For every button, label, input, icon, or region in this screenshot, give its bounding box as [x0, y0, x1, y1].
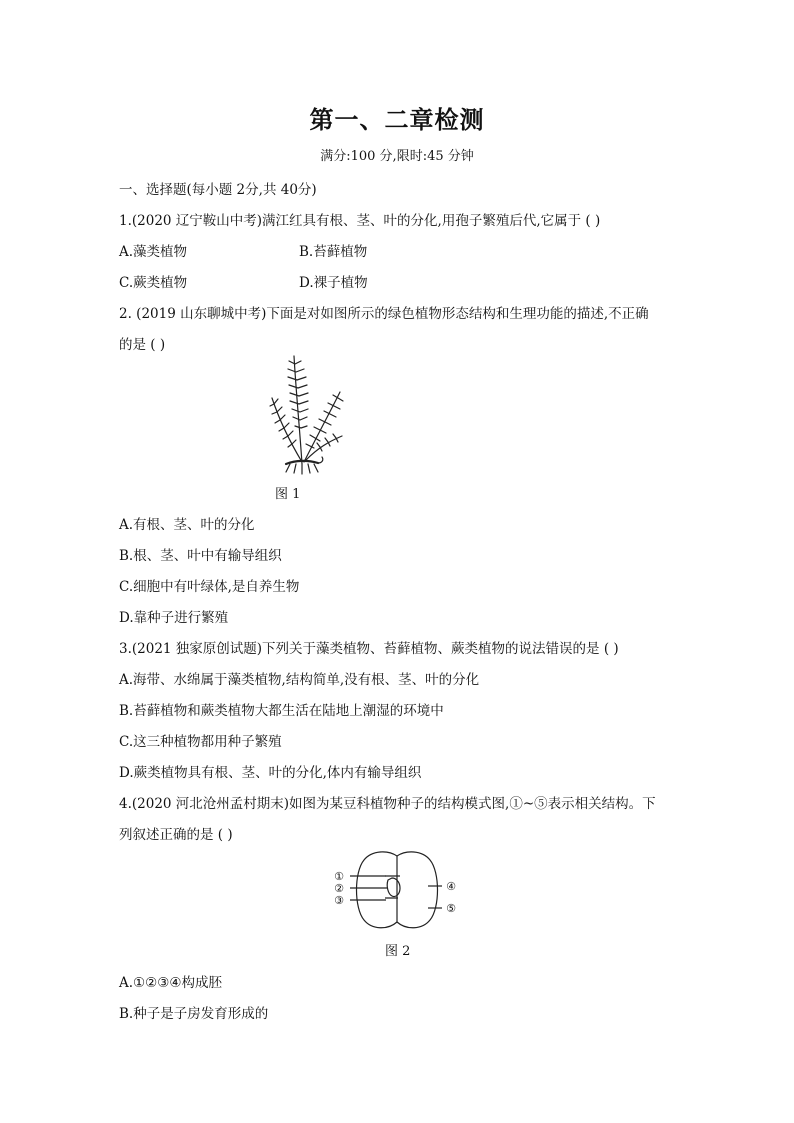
question-1-option-a: A.藻类植物	[119, 244, 188, 260]
question-4-stem-line2: 列叙述正确的是 ( )	[119, 827, 233, 843]
question-2-option-b: B.根、茎、叶中有输导组织	[119, 548, 282, 564]
question-3-stem: 3.(2021 独家原创试题)下列关于藻类植物、苔藓植物、蕨类植物的说法错误的是 ( )	[119, 641, 619, 657]
question-3-option-a: A.海带、水绵属于藻类植物,结构简单,没有根、茎、叶的分化	[119, 672, 480, 688]
question-2-stem-line1: 2. (2019 山东聊城中考)下面是对如图所示的绿色植物形态结构和生理功能的描述,不正确	[119, 306, 649, 322]
question-1-option-d: D.裸子植物	[299, 275, 368, 291]
question-4-option-a: A.①②③④构成胚	[119, 975, 222, 991]
question-1-option-c: C.蕨类植物	[119, 275, 188, 291]
question-4-option-b: B.种子是子房发育形成的	[119, 1006, 269, 1022]
question-3-option-c: C.这三种植物都用种子繁殖	[119, 734, 282, 750]
question-3-option-d: D.蕨类植物具有根、茎、叶的分化,体内有输导组织	[119, 765, 422, 781]
figure-label-5: ⑤	[446, 902, 456, 915]
figure-label-2: ②	[334, 882, 344, 895]
figure-label-1: ①	[334, 870, 344, 883]
seed-structure-diagram	[330, 850, 465, 930]
question-3-option-b: B.苔藓植物和蕨类植物大都生活在陆地上潮湿的环境中	[119, 703, 444, 719]
page-title: 第一、二章检测	[309, 106, 485, 134]
question-2-option-d: D.靠种子进行繁殖	[119, 610, 229, 626]
question-2-option-a: A.有根、茎、叶的分化	[119, 517, 255, 533]
figure-2-caption: 图 2	[385, 944, 411, 959]
question-1-stem: 1.(2020 辽宁鞍山中考)满江红具有根、茎、叶的分化,用孢子繁殖后代,它属于 ( )	[119, 213, 601, 229]
figure-label-4: ④	[446, 880, 456, 893]
question-2-option-c: C.细胞中有叶绿体,是自养生物	[119, 579, 300, 595]
question-4-stem-line1: 4.(2020 河北沧州孟村期末)如图为某豆科植物种子的结构模式图,①~⑤表示相关结构。下	[119, 796, 656, 812]
section-heading: 一、选择题(每小题 2分,共 40分)	[119, 182, 317, 198]
question-2-stem-line2: 的是 ( )	[119, 337, 166, 353]
score-time-info: 满分:100 分,限时:45 分钟	[320, 149, 474, 164]
figure-1-caption: 图 1	[275, 487, 301, 502]
figure-label-3: ③	[334, 894, 344, 907]
fern-illustration	[262, 352, 352, 476]
question-1-option-b: B.苔藓植物	[299, 244, 368, 260]
